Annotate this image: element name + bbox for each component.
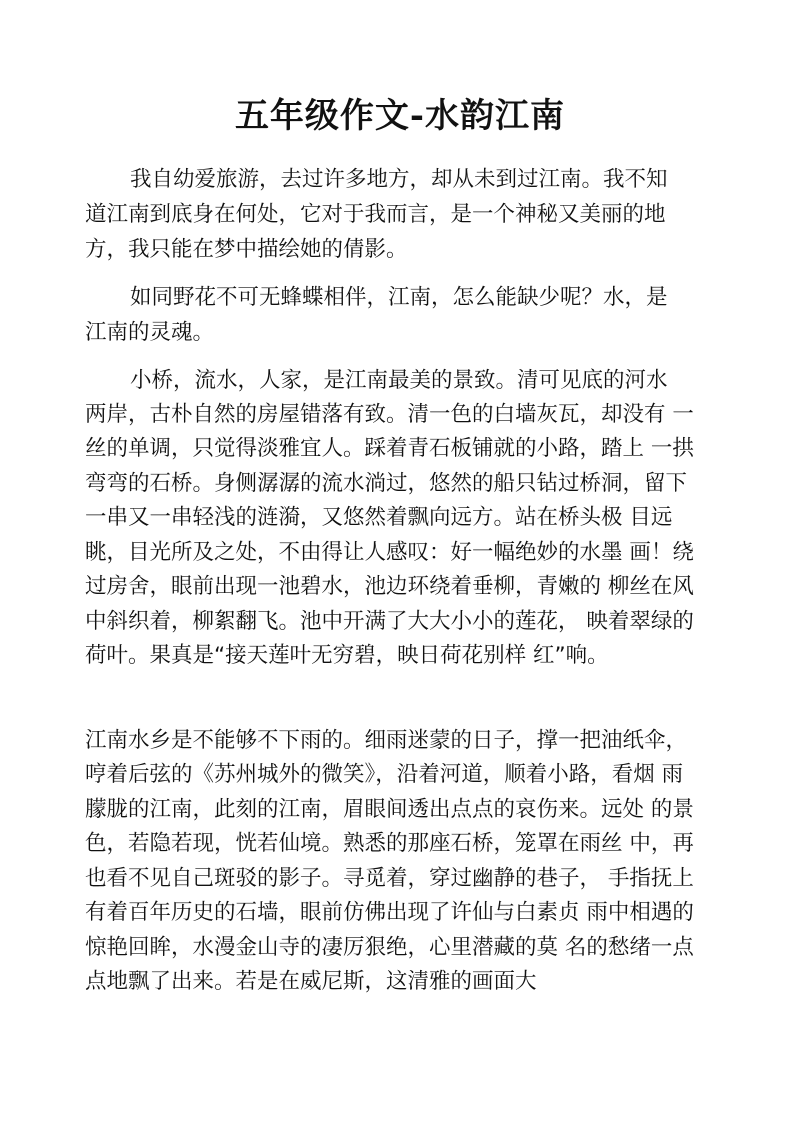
paragraph-3-line-5: 一串又一串轻浅的涟漪，又悠然着飘向远方。站在桥头极 目远	[85, 505, 673, 530]
paragraph-2-line-2: 江南的灵魂。	[85, 320, 215, 345]
paragraph-3-line-9: 荷叶。果真是“接天莲叶无穷碧，映日荷花别样 红”响。	[85, 643, 609, 668]
paragraph-3-line-7: 过房舍，眼前出现一池碧水，池边环绕着垂柳，青嫩的 柳丝在风	[85, 574, 694, 599]
paragraph-4-line-1: 江南水乡是不能够不下雨的。细雨迷蒙的日子，撑一把油纸伞，	[85, 728, 688, 753]
paragraph-1-line-3: 方，我只能在梦中描绘她的倩影。	[85, 237, 408, 262]
paragraph-3-line-6: 眺，目光所及之处，不由得让人感叹：好一幅绝妙的水墨 画！绕	[85, 540, 694, 565]
paragraph-4-line-2: 哼着后弦的《苏州城外的微笑》，沿着河道，顺着小路，看烟 雨	[85, 762, 684, 787]
paragraph-4-line-5: 也看不见自己斑驳的影子。寻觅着，穿过幽静的巷子， 手指抚上	[85, 866, 694, 891]
paragraph-2-line-1: 如同野花不可无蜂蝶相伴，江南，怎么能缺少呢？水，是	[130, 285, 668, 310]
paragraph-4-line-8: 点地飘了出来。若是在威尼斯，这清雅的画面大	[85, 969, 537, 994]
paragraph-3-line-4: 弯弯的石桥。身侧潺潺的流水淌过，悠然的船只钻过桥洞，留下	[85, 471, 688, 496]
document-title: 五年级作文-水韵江南	[234, 96, 566, 136]
paragraph-3-line-8: 中斜织着，柳絮翻飞。池中开满了大大小小的莲花， 映着翠绿的	[85, 609, 694, 634]
paragraph-3-line-1: 小桥，流水，人家，是江南最美的景致。清可见底的河水	[130, 368, 668, 393]
paragraph-3-line-2: 两岸，古朴自然的房屋错落有致。清一色的白墙灰瓦，却没有 一	[85, 402, 694, 427]
paragraph-4-line-3: 朦胧的江南，此刻的江南，眉眼间透出点点的哀伤来。远处 的景	[85, 797, 694, 822]
paragraph-4-line-6: 有着百年历史的石墙，眼前仿佛出现了许仙与白素贞 雨中相遇的	[85, 900, 694, 925]
paragraph-4-line-4: 色，若隐若现，恍若仙境。熟悉的那座石桥，笼罩在雨丝 中，再	[85, 831, 694, 856]
paragraph-1-line-2: 道江南到底身在何处，它对于我而言，是一个神秘又美丽的地	[85, 202, 666, 227]
paragraph-3-line-3: 丝的单调，只觉得淡雅宜人。踩着青石板铺就的小路，踏上 一拱	[85, 436, 694, 461]
paragraph-1-line-1: 我自幼爱旅游，去过许多地方，却从未到过江南。我不知	[130, 167, 668, 192]
paragraph-4-line-7: 惊艳回眸，水漫金山寺的凄厉狠绝，心里潜藏的莫 名的愁绪一点	[85, 935, 694, 960]
